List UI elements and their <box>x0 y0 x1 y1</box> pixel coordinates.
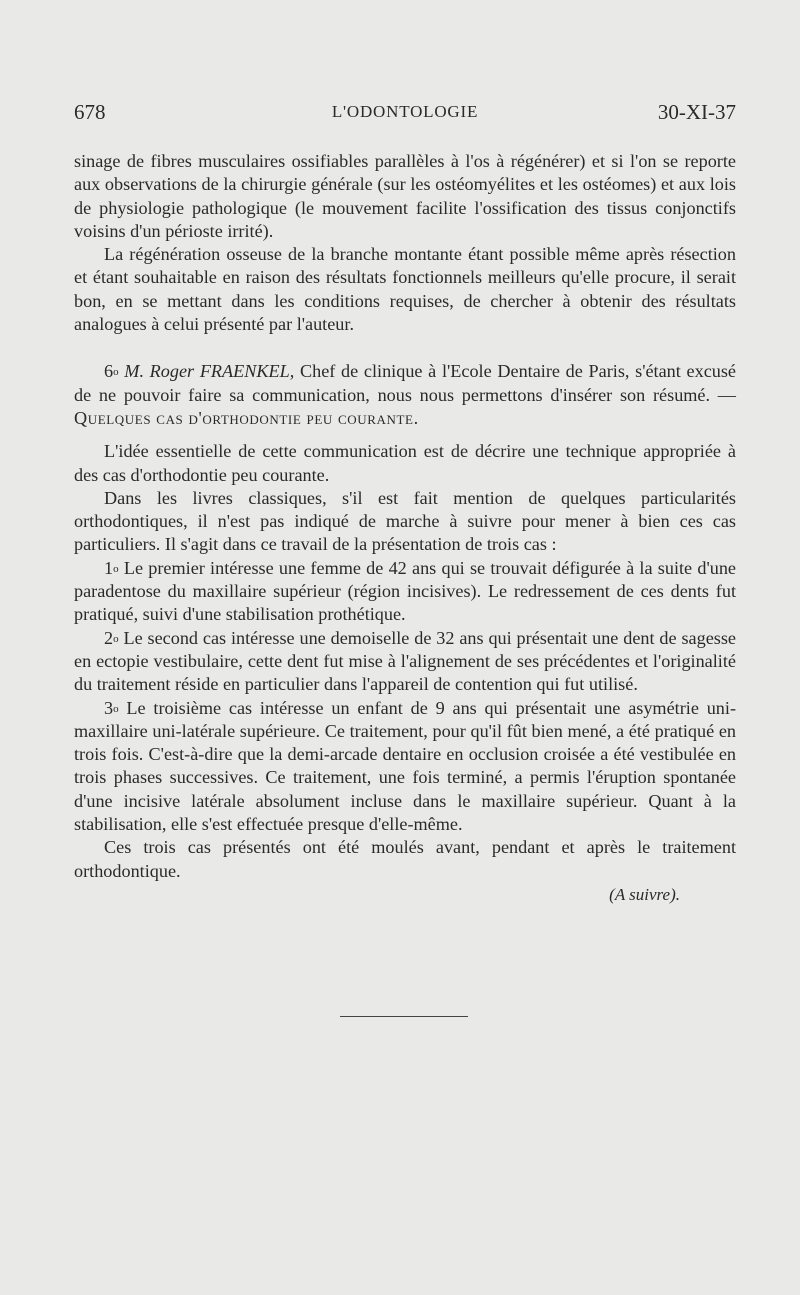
item-number: 6 <box>104 361 114 382</box>
degree-mark: o <box>113 632 119 645</box>
paragraph-classic-books: Dans les livres classiques, s'il est fait mention de quelques particularités orthodontiques, il n'est pas indiqué de marche à suivre pour mener à bien ces cas particuliers. Il s'agit dans ce travail de la présentation de trois cas : <box>74 487 736 555</box>
author-description: Chef de clinique à l'Ecole Dentaire de Paris, s'étant excusé de ne pouvoir faire sa communication, nous nous permettons d'insérer son résumé. — <box>74 361 737 405</box>
paragraph-communication-6 <box>74 360 736 430</box>
to-be-continued: (A suivre). <box>609 884 680 904</box>
page-number: 678 <box>74 100 106 124</box>
case-text: Le troisième cas intéresse un enfant de 9 ans qui présentait une asymétrie uni-maxillaire uni-latérale supérieure. Ce traitement, pour qu'il fût bien mené, a été pratiqué en trois fois. C'est-à-dire que la demi-arcade dentaire en occlusion croisée a été vestibulée en trois phases successives. Ce traitement, une fois terminé, a permis l'éruption spontanée d'une incisive latérale absolument incluse dans le maxillaire supérieur. Quant à la stabilisation, elle s'est effectuée presque d'elle-même. <box>74 697 736 835</box>
author-name: M. Roger FRAENKEL, <box>124 361 295 382</box>
degree-mark: o <box>113 702 119 715</box>
case-text: Le second cas intéresse une demoiselle de 32 ans qui présentait une dent de sagesse en ectopie vestibulaire, cette dent fut mise à l'alignement de ses précédentes et l'originalité du traitement réside en particulier dans l'appareil de contention qui fut utilisé. <box>74 627 736 695</box>
case-3 <box>74 697 736 837</box>
degree-mark: o <box>113 562 119 575</box>
case-1 <box>74 557 736 627</box>
section-divider <box>340 1016 468 1017</box>
case-text: Le premier intéresse une femme de 42 ans qui se trouvait défigurée à la suite d'une paradentose du maxillaire supérieur (région incisives). Le redressement de ces dents fut pratiqué, suivi d'une stabilisation prothétique. <box>74 557 736 625</box>
case-number: 2 <box>104 627 114 648</box>
issue-date: 30-XI-37 <box>657 100 736 124</box>
communication-title: Quelques cas d'orthodontie peu courante. <box>74 407 419 428</box>
running-header <box>74 100 736 130</box>
case-2 <box>74 627 736 697</box>
article-body <box>74 150 736 905</box>
case-number: 3 <box>104 697 114 718</box>
paragraph-idea: L'idée essentielle de cette communication est de décrire une technique appropriée à des cas d'orthodontie peu courante. <box>74 441 736 485</box>
case-number: 1 <box>104 557 114 578</box>
paragraph-conclusion: Ces trois cas présentés ont été moulés avant, pendant et après le traitement orthodontique. <box>74 837 736 881</box>
paragraph-continuation: sinage de fibres musculaires ossifiables parallèles à l'os à régénérer) et si l'on se reporte aux observations de la chirurgie générale (sur les ostéomyélites et les ostéomes) et aux lois de physiologie pathologique (le mouvement facilite l'ossification des tissus conjonctifs voisins d'un périoste irrité). <box>74 151 736 241</box>
paragraph-regeneration: La régénération osseuse de la branche montante étant possible même après résection et étant souhaitable en raison des résultats fonctionnels meilleurs qu'elle procure, il serait bon, en se mettant dans les conditions requises, de chercher à obtenir des résultats analogues à celui présenté par l'auteur. <box>74 244 736 335</box>
degree-mark: o <box>113 366 119 379</box>
journal-title: L'ODONTOLOGIE <box>331 102 479 121</box>
